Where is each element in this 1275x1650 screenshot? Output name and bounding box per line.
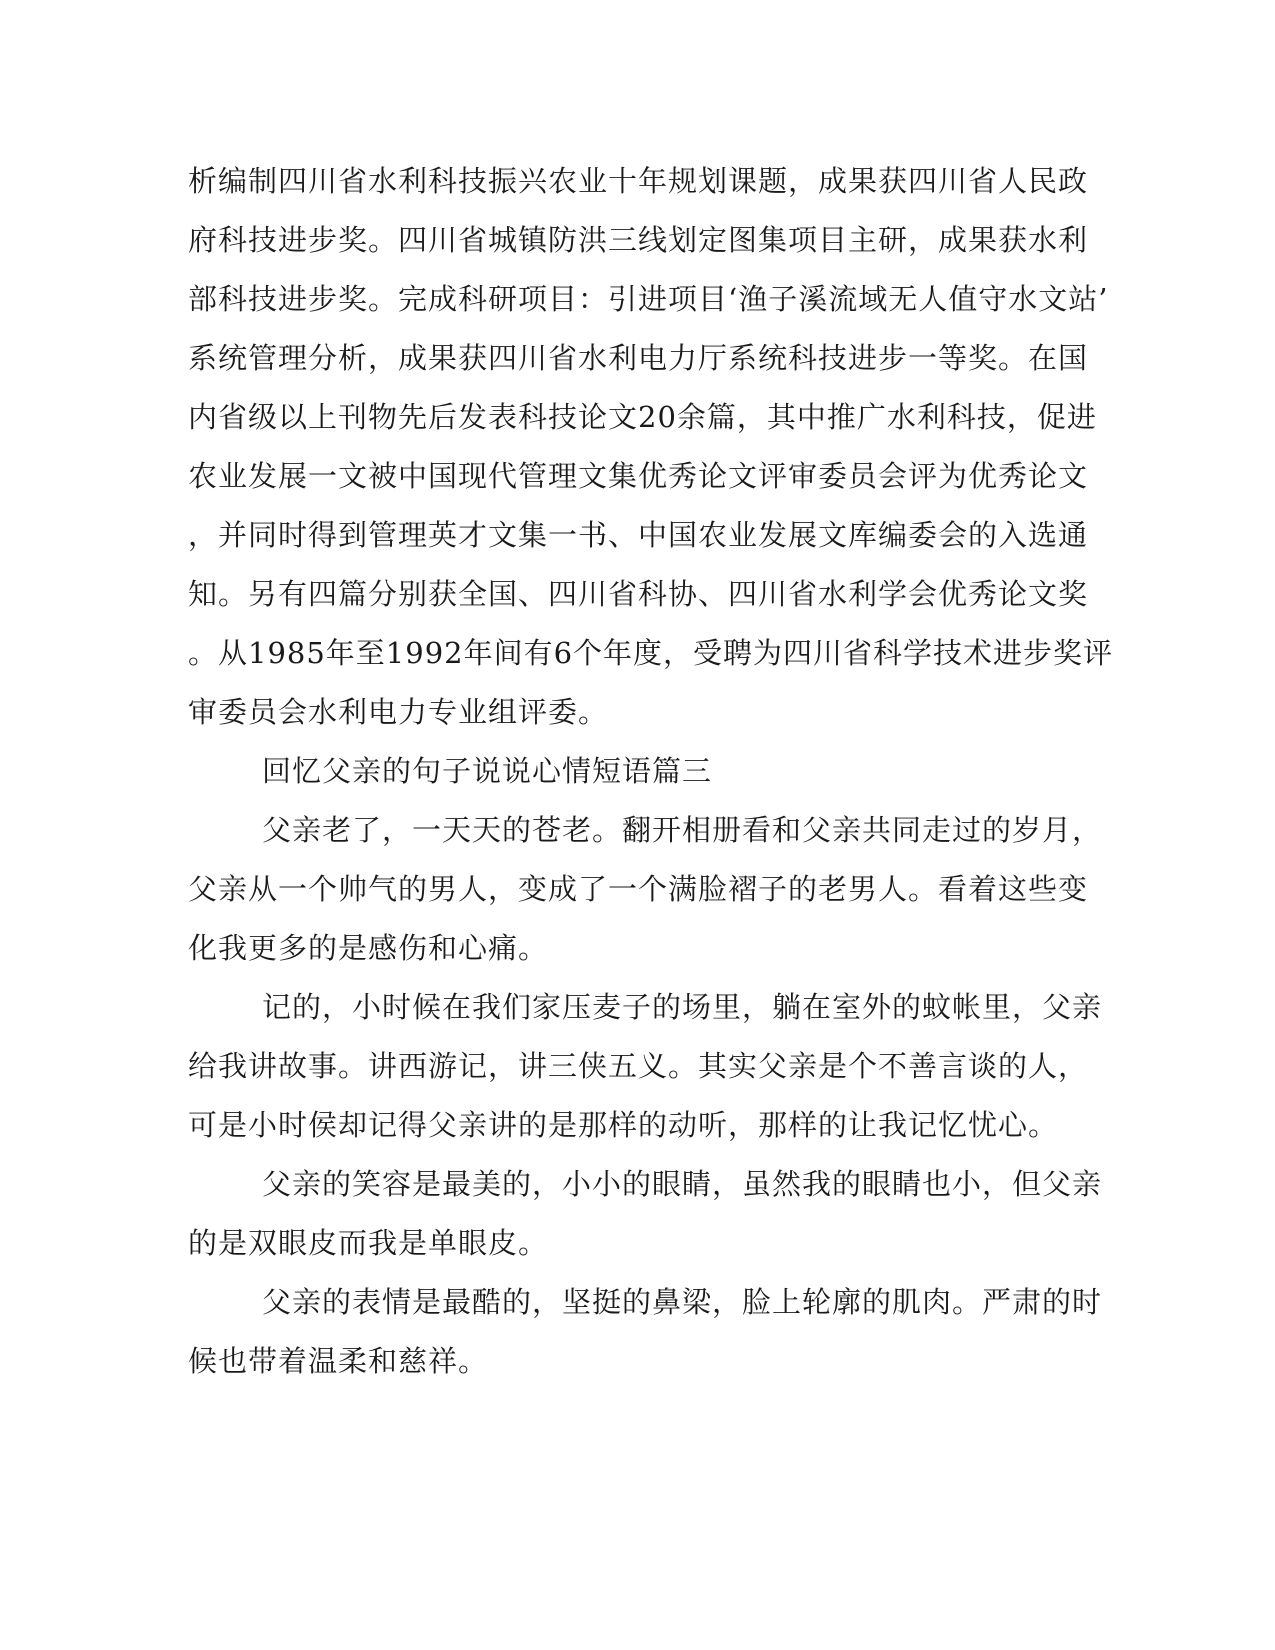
body-text-line: 给我讲故事。讲西游记，讲三侠五义。其实父亲是个不善言谈的人， — [188, 1049, 1089, 1083]
body-text-line: 候也带着温柔和慈祥。 — [188, 1344, 489, 1378]
body-text-line: 可是小时侯却记得父亲讲的是那样的动听，那样的让我记忆忧心。 — [188, 1108, 1059, 1142]
body-text-line: 内省级以上刊物先后发表科技论文20余篇，其中推广水利科技，促进 — [188, 400, 1097, 434]
body-text-line: 系统管理分析，成果获四川省水利电力厅系统科技进步一等奖。在国 — [188, 341, 1089, 375]
body-text-line: 知。另有四篇分别获全国、四川省科协、四川省水利学会优秀论文奖 — [188, 577, 1089, 611]
body-text-line: 府科技进步奖。四川省城镇防洪三线划定图集项目主研，成果获水利 — [188, 223, 1089, 257]
body-text-line: 化我更多的是感伤和心痛。 — [188, 931, 549, 965]
body-text-line: 审委员会水利电力专业组评委。 — [188, 695, 609, 729]
paragraph-first-line: 父亲的表情是最酷的，坚挺的鼻梁，脸上轮廓的肌肉。严肃的时 — [262, 1285, 1103, 1319]
body-text-line: 农业发展一文被中国现代管理文集优秀论文评审委员会评为优秀论文 — [188, 459, 1089, 493]
body-text-line: 析编制四川省水利科技振兴农业十年规划课题，成果获四川省人民政 — [188, 164, 1089, 198]
body-text-line: 父亲从一个帅气的男人，变成了一个满脸褶子的老男人。看着这些变 — [188, 872, 1089, 906]
section-heading: 回忆父亲的句子说说心情短语篇三 — [262, 754, 713, 788]
paragraph-first-line: 父亲的笑容是最美的，小小的眼睛，虽然我的眼睛也小，但父亲 — [262, 1167, 1103, 1201]
body-text-line: ，并同时得到管理英才文集一书、中国农业发展文库编委会的入选通 — [188, 518, 1089, 552]
body-text-line: 的是双眼皮而我是单眼皮。 — [188, 1226, 549, 1260]
body-text-line: 部科技进步奖。完成科研项目：引进项目‘渔子溪流域无人值守水文站’ — [188, 282, 1109, 316]
body-text-line: 。从1985年至1992年间有6个年度，受聘为四川省科学技术进步奖评 — [188, 636, 1114, 670]
paragraph-first-line: 父亲老了，一天天的苍老。翻开相册看和父亲共同走过的岁月， — [262, 813, 1103, 847]
paragraph-first-line: 记的，小时候在我们家压麦子的场里，躺在室外的蚊帐里，父亲 — [262, 990, 1103, 1024]
